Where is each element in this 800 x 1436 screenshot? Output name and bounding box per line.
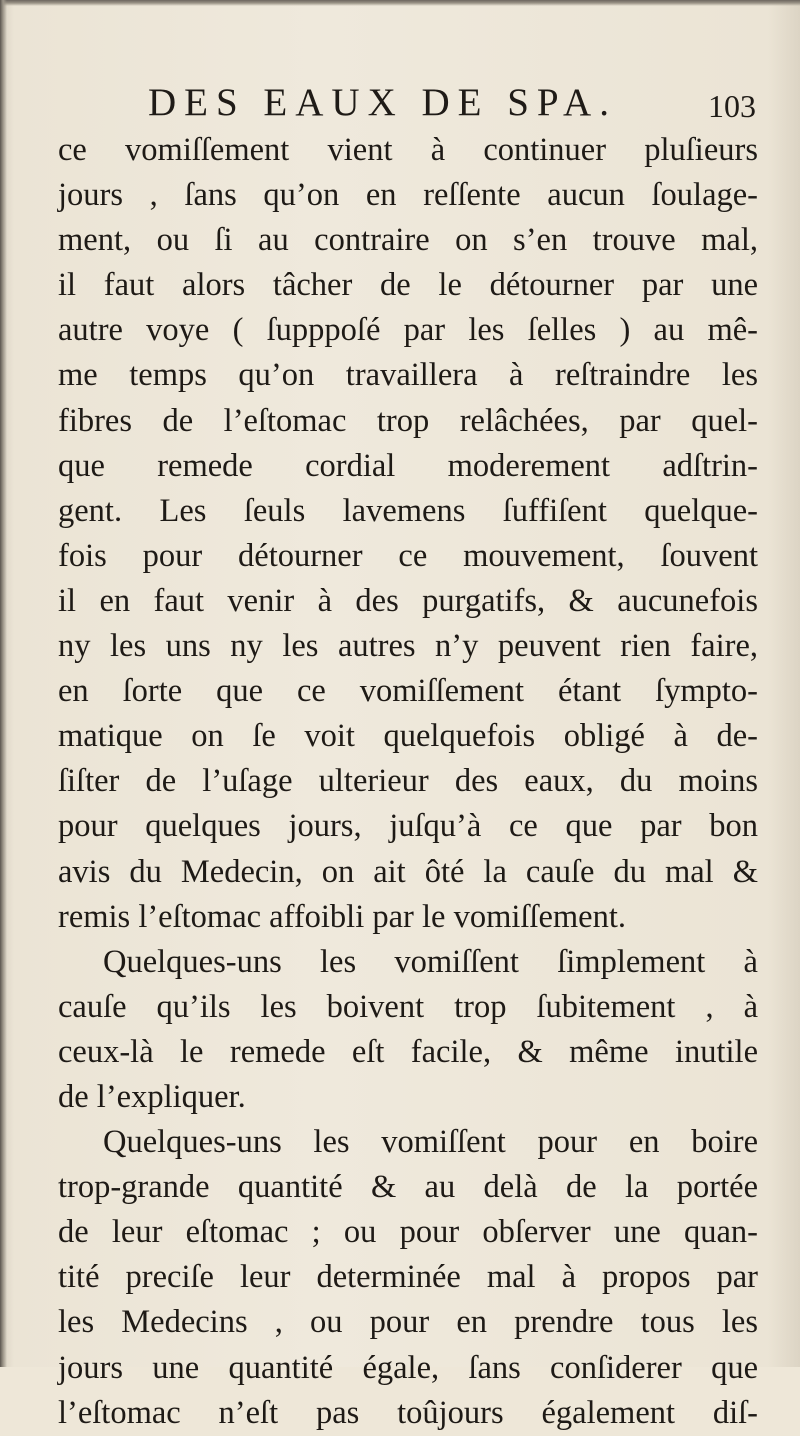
text-line: ſiſter de l’uſage ulterieur des eaux, du moins [58, 763, 758, 800]
text-line: Quelques-uns les vomiſſent pour en boire [103, 1124, 758, 1161]
text-line: matique on ſe voit quelquefois obligé à de- [58, 718, 758, 755]
text-line: les Medecins , ou pour en prendre tous les [58, 1304, 758, 1341]
text-line: de leur eſtomac ; ou pour obſerver une quan- [58, 1214, 758, 1251]
text-line: cauſe qu’ils les boivent trop ſubitement , à [58, 988, 758, 1025]
text-line: tité preciſe leur determinée mal à propos par [58, 1259, 758, 1296]
text-line: trop-grande quantité & au delà de la portée [58, 1169, 758, 1206]
text-line: ment, ou ſi au contraire on s’en trouve mal, [58, 222, 758, 259]
text-line: il en faut venir à des purgatifs, & aucunefois [58, 582, 758, 619]
text-line: que remede cordial moderement adſtrin- [58, 447, 758, 484]
text-line: gent. Les ſeuls lavemens ſuffiſent quelque- [58, 492, 758, 529]
text-line: pour quelques jours, juſqu’à ce que par bon [58, 808, 758, 845]
text-line: fibres de l’eſtomac trop relâchées, par quel- [58, 402, 758, 439]
text-line: autre voye ( ſupppoſé par les ſelles ) au mê- [58, 312, 758, 349]
page-header [148, 80, 768, 128]
body-text [58, 128, 758, 1436]
text-line: avis du Medecin, on ait ôté la cauſe du mal & [58, 853, 758, 890]
text-line: l’eſtomac n’eſt pas toûjours également diſ- [58, 1394, 758, 1431]
text-line: en ſorte que ce vomiſſement étant ſympto- [58, 673, 758, 710]
page-binding-edge [0, 0, 7, 1367]
text-line: de l’expliquer. [58, 1078, 246, 1115]
text-line: me temps qu’on travaillera à reſtraindre les [58, 357, 758, 394]
text-line: ny les uns ny les autres n’y peuvent rien faire, [58, 628, 758, 665]
page-number: 103 [708, 88, 756, 124]
page-top-edge [0, 0, 800, 6]
text-line: fois pour détourner ce mouvement, ſouvent [58, 537, 758, 574]
text-line: Quelques-uns les vomiſſent ſimplement à [103, 943, 758, 980]
text-line: remis l’eſtomac affoibli par le vomiſſement. [58, 898, 626, 935]
text-line: ce vomiſſement vient à continuer pluſieurs [58, 132, 758, 168]
running-title: DES EAUX DE SPA. [148, 81, 617, 124]
text-line: il faut alors tâcher de le détourner par une [58, 267, 758, 304]
text-line: ceux-là le remede eſt facile, & même inutile [58, 1033, 758, 1070]
text-line: jours une quantité égale, ſans conſiderer que [58, 1349, 758, 1386]
text-line: jours , ſans qu’on en reſſente aucun ſoulage- [58, 177, 758, 214]
